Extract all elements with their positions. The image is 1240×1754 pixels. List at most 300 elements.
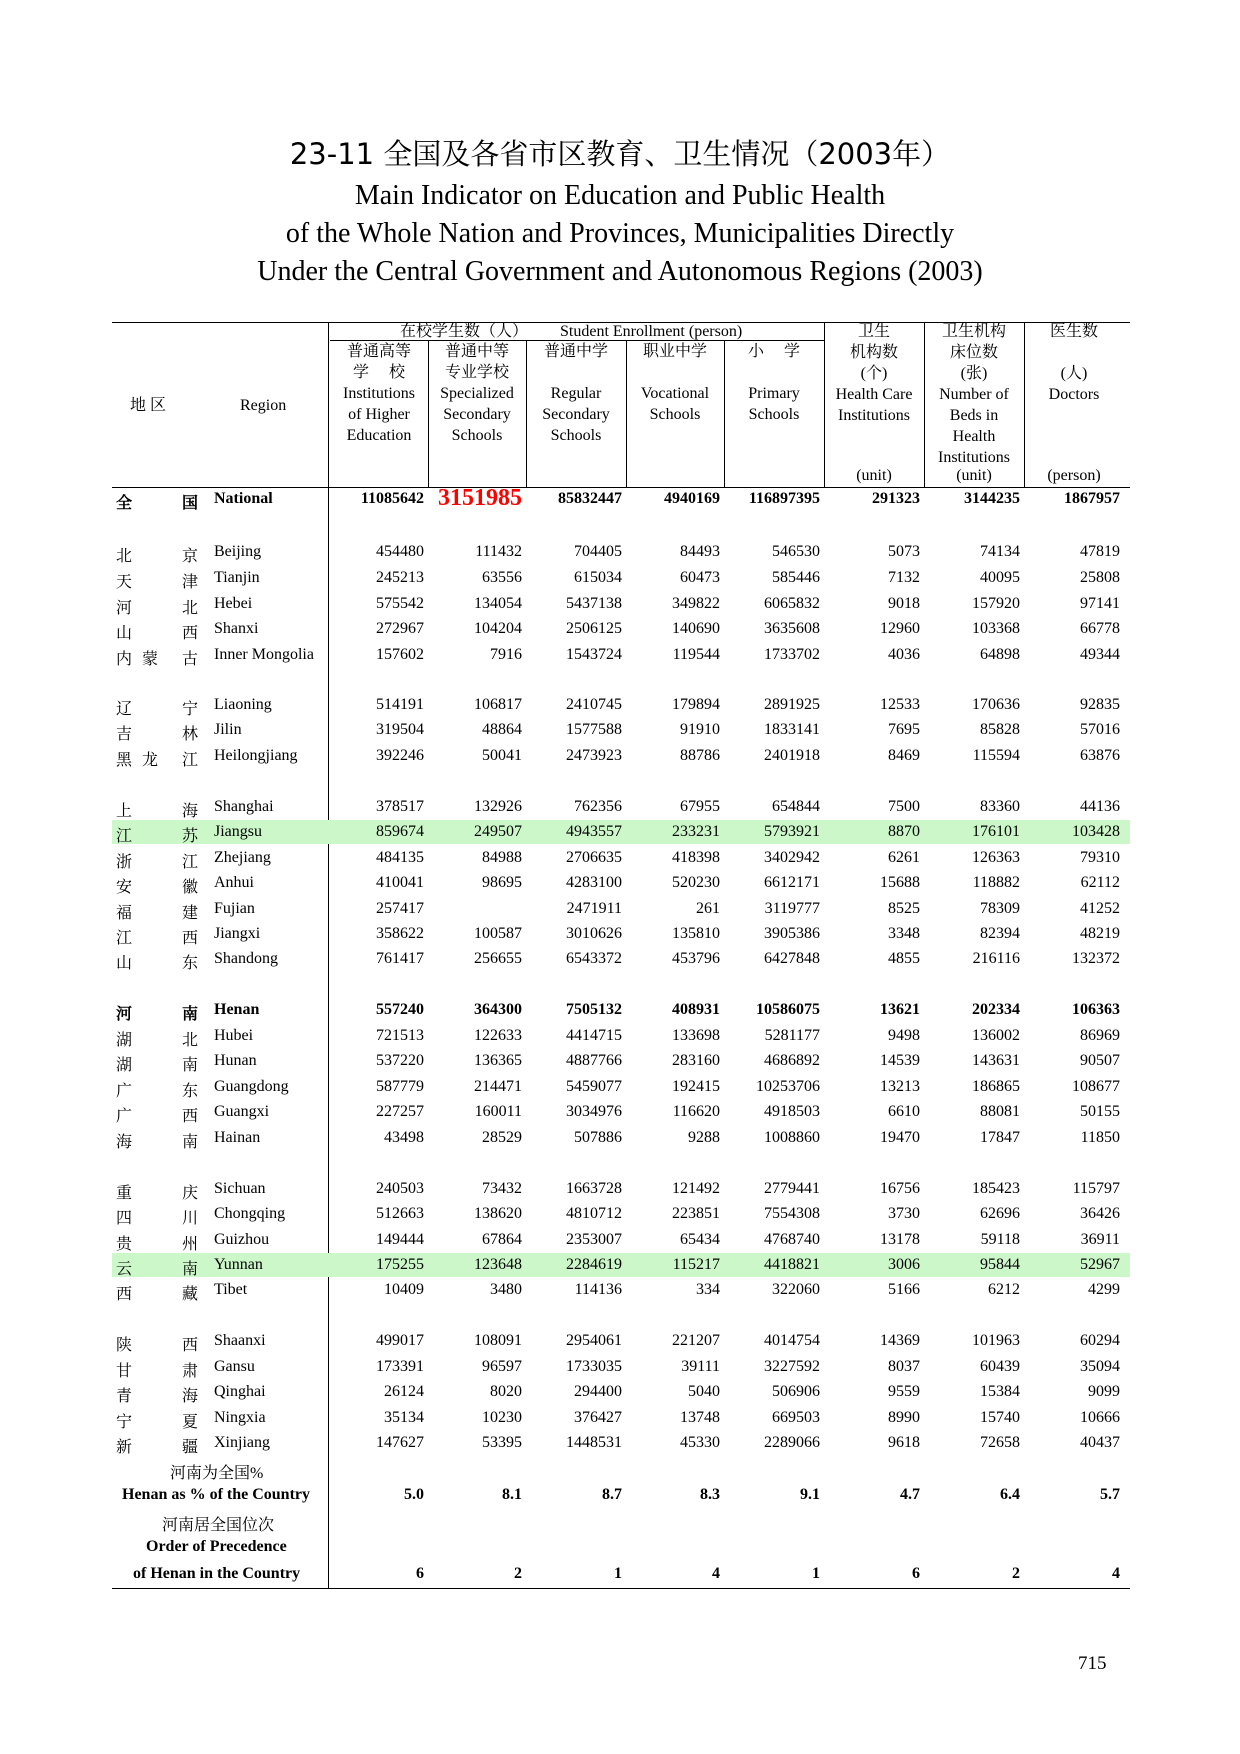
table-cell: 3402942 [764, 849, 820, 866]
region-cn-char: 东 [182, 955, 199, 972]
header-line: 卫生机构 [941, 323, 1006, 340]
table-cell: 10409 [384, 1281, 424, 1298]
table-row [112, 566, 1130, 590]
table-cell: 2410745 [566, 696, 622, 713]
footer-order-en-1: Order of Precedence [146, 1538, 287, 1555]
table-cell: 261 [696, 900, 720, 917]
header-enrollment-cn: 在校学生数（人） [400, 323, 529, 340]
table-cell: 14539 [880, 1052, 920, 1069]
table-cell: 2779441 [764, 1180, 820, 1197]
region-cn-char: 龙 [142, 752, 159, 769]
table-cell: 98695 [482, 874, 522, 891]
region-en-name: Henan [214, 1001, 260, 1018]
table-cell: 67864 [482, 1231, 522, 1248]
table-cell: 15384 [980, 1383, 1020, 1400]
title-english-line-1: Main Indicator on Education and Public Health [354, 180, 886, 211]
region-cn-char: 四 [116, 1210, 133, 1227]
header-line: (个) [860, 365, 888, 382]
table-cell: 11085642 [360, 490, 424, 507]
region-cn-char: 京 [182, 548, 199, 565]
region-cn-char: 甘 [116, 1363, 133, 1380]
table-row [112, 592, 1130, 616]
table-cell: 115594 [972, 747, 1020, 764]
table-cell: 84493 [680, 543, 720, 560]
region-en-name: Qinghai [214, 1383, 266, 1400]
table-cell: 186865 [972, 1078, 1020, 1095]
table-cell: 10586075 [756, 1001, 820, 1018]
table-cell: 408931 [672, 1001, 720, 1018]
table-cell: 10253706 [756, 1078, 820, 1095]
region-en-name: Inner Mongolia [214, 646, 314, 663]
region-cn-char: 津 [182, 574, 199, 591]
header-line: 机构数 [849, 344, 898, 361]
table-cell: 85832447 [558, 490, 622, 507]
table-cell: 3010626 [566, 925, 622, 942]
table-cell: 376427 [574, 1409, 622, 1426]
footer-pct-en: Henan as % of the Country [122, 1486, 311, 1503]
table-cell: 122633 [474, 1027, 522, 1044]
table-row [112, 1075, 1130, 1099]
table-cell: 6065832 [764, 595, 820, 612]
header-column [427, 341, 527, 467]
footer-value: 4 [712, 1565, 720, 1582]
table-cell: 103428 [1072, 823, 1120, 840]
footer-order-cn: 河南居全国位次 [162, 1517, 275, 1534]
table-cell: 537220 [376, 1052, 424, 1069]
table-cell: 13621 [880, 1001, 920, 1018]
region-cn-char: 国 [182, 495, 199, 512]
table-cell: 4283100 [566, 874, 622, 891]
table-cell: 114136 [574, 1281, 622, 1298]
table-cell: 12533 [880, 696, 920, 713]
table-cell: 8037 [888, 1358, 920, 1375]
table-cell: 8525 [888, 900, 920, 917]
table-cell: 48864 [482, 721, 522, 738]
table-cell: 36911 [1080, 1231, 1120, 1248]
region-cn-char: 江 [182, 752, 199, 769]
table-cell: 157602 [376, 646, 424, 663]
table-cell: 108091 [474, 1332, 522, 1349]
region-en-name: Jiangsu [214, 823, 262, 840]
region-cn-char: 北 [116, 548, 133, 565]
table-cell: 7695 [888, 721, 920, 738]
table-cell: 149444 [376, 1231, 424, 1248]
table-cell: 4887766 [566, 1052, 622, 1069]
header-column [924, 321, 1024, 468]
table-cell: 453796 [672, 950, 720, 967]
region-en-name: Liaoning [214, 696, 272, 713]
region-en-name: Shandong [214, 950, 278, 967]
table-cell: 4414715 [566, 1027, 622, 1044]
region-cn-char: 广 [116, 1083, 133, 1100]
header-line [625, 362, 725, 383]
region-cn-char: 古 [182, 651, 199, 668]
header-line: Specialized [440, 385, 514, 402]
table-row [112, 540, 1130, 564]
region-cn-char: 西 [182, 1337, 199, 1354]
header-line: Primary [748, 385, 800, 402]
region-cn-char: 疆 [182, 1439, 199, 1456]
table-row [112, 998, 1130, 1022]
table-cell: 322060 [772, 1281, 820, 1298]
region-cn-char: 福 [116, 905, 133, 922]
table-cell: 17847 [980, 1129, 1020, 1146]
region-en-name: Anhui [214, 874, 254, 891]
table-cell: 48219 [1080, 925, 1120, 942]
table-cell: 52967 [1080, 1256, 1120, 1273]
table-row [112, 643, 1130, 667]
header-line: Number of [939, 386, 1009, 403]
table-cell: 7916 [490, 646, 522, 663]
footer-value: 8.1 [502, 1486, 522, 1503]
table-cell: 520230 [672, 874, 720, 891]
table-cell: 63876 [1080, 747, 1120, 764]
header-line: Doctors [1048, 386, 1100, 403]
table-cell: 9559 [888, 1383, 920, 1400]
table-cell: 13178 [880, 1231, 920, 1248]
table-cell: 6427848 [764, 950, 820, 967]
region-en-name: Beijing [214, 543, 262, 560]
table-cell: 6610 [888, 1103, 920, 1120]
region-cn-char: 夏 [182, 1414, 199, 1431]
table-cell: 1663728 [566, 1180, 622, 1197]
table-cell: 1577588 [566, 721, 622, 738]
table-cell: 82394 [980, 925, 1020, 942]
table-cell: 3006 [888, 1256, 920, 1273]
header-line: (张) [960, 365, 988, 382]
table-cell: 2284619 [566, 1256, 622, 1273]
table-cell: 136365 [474, 1052, 522, 1069]
header-line: Education [346, 427, 412, 444]
title-english-line-2: of the Whole Nation and Provinces, Municipalities Directly [285, 218, 955, 249]
header-line [824, 426, 924, 447]
table-row [112, 1253, 1130, 1277]
table-cell: 10230 [482, 1409, 522, 1426]
table-cell: 2954061 [566, 1332, 622, 1349]
table-cell: 63556 [482, 569, 522, 586]
table-cell: 40095 [980, 569, 1020, 586]
region-cn-char: 青 [116, 1388, 133, 1405]
header-unit: (person) [1047, 467, 1101, 484]
table-row [112, 1431, 1130, 1455]
table-cell: 73432 [482, 1180, 522, 1197]
header-line: Secondary [542, 406, 610, 423]
table-cell: 140690 [672, 620, 720, 637]
region-en-name: Sichuan [214, 1180, 266, 1197]
table-cell: 272967 [376, 620, 424, 637]
table-cell: 654844 [772, 798, 820, 815]
region-en-name: Xinjiang [214, 1434, 270, 1451]
table-cell: 103368 [972, 620, 1020, 637]
header-region-en: Region [240, 397, 287, 414]
header-line [526, 446, 626, 467]
table-cell: 249507 [474, 823, 522, 840]
title-english-line-3: Under the Central Government and Autonomous Regions (2003) [257, 256, 983, 287]
region-cn-char: 蒙 [142, 651, 159, 668]
region-en-name: Shanghai [214, 798, 274, 815]
header-line: Health [952, 428, 996, 445]
footer-value: 1 [812, 1565, 820, 1582]
table-cell: 6212 [988, 1281, 1020, 1298]
header-column [329, 341, 429, 467]
footer-value: 2 [514, 1565, 522, 1582]
table-cell: 78309 [980, 900, 1020, 917]
table-cell: 506906 [772, 1383, 820, 1400]
header-line [625, 446, 725, 467]
header-line: 专业学校 [444, 364, 509, 381]
table-cell: 134054 [474, 595, 522, 612]
table-row [112, 1380, 1130, 1404]
table-cell: 115217 [672, 1256, 720, 1273]
table-cell: 4918503 [764, 1103, 820, 1120]
region-cn-char: 川 [182, 1210, 199, 1227]
table-cell: 12960 [880, 620, 920, 637]
footer-value: 6 [912, 1565, 920, 1582]
table-cell: 88081 [980, 1103, 1020, 1120]
table-cell: 90507 [1080, 1052, 1120, 1069]
table-cell: 454480 [376, 543, 424, 560]
table-cell: 5459077 [566, 1078, 622, 1095]
table-cell: 214471 [474, 1078, 522, 1095]
table-cell: 4855 [888, 950, 920, 967]
table-cell: 2353007 [566, 1231, 622, 1248]
header-line: 小 学 [747, 343, 800, 360]
table-cell: 2289066 [764, 1434, 820, 1451]
region-cn-char: 宁 [182, 701, 199, 718]
header-line [427, 446, 527, 467]
table-cell: 60473 [680, 569, 720, 586]
table-row [112, 1329, 1130, 1353]
table-cell: 859674 [376, 823, 424, 840]
footer-value: 1 [614, 1565, 622, 1582]
table-cell: 192415 [672, 1078, 720, 1095]
table-cell: 5166 [888, 1281, 920, 1298]
table-cell: 223851 [672, 1205, 720, 1222]
table-cell: 202334 [972, 1001, 1020, 1018]
region-en-name: Jilin [214, 721, 242, 738]
header-line: (人) [1060, 365, 1088, 382]
footer-value: 8.7 [602, 1486, 622, 1503]
region-cn-char: 林 [182, 726, 199, 743]
region-cn-char: 海 [182, 1388, 199, 1405]
table-cell: 173391 [376, 1358, 424, 1375]
table-bottom-rule [112, 1588, 1130, 1589]
footer-value: 6 [416, 1565, 424, 1582]
table-cell: 358622 [376, 925, 424, 942]
table-cell: 587779 [376, 1078, 424, 1095]
table-cell: 176101 [972, 823, 1020, 840]
table-cell: 147627 [376, 1434, 424, 1451]
header-line: Institutions [837, 407, 910, 424]
footer-value: 4 [1112, 1565, 1120, 1582]
table-cell: 118882 [972, 874, 1020, 891]
region-en-name: Guangdong [214, 1078, 289, 1095]
table-cell: 240503 [376, 1180, 424, 1197]
header-line: 医生数 [1049, 323, 1098, 340]
table-cell: 8020 [490, 1383, 522, 1400]
table-cell: 84988 [482, 849, 522, 866]
header-line: 普通中学 [543, 343, 608, 360]
header-line [724, 425, 824, 446]
table-row [112, 846, 1130, 870]
table-cell: 53395 [482, 1434, 522, 1451]
header-enrollment-en: Student Enrollment (person) [560, 323, 743, 340]
table-cell: 10666 [1080, 1409, 1120, 1426]
region-cn-char: 重 [116, 1185, 133, 1202]
table-cell: 47819 [1080, 543, 1120, 560]
table-cell: 65434 [680, 1231, 720, 1248]
table-cell: 1833141 [764, 721, 820, 738]
region-cn-char: 山 [116, 955, 133, 972]
table-cell: 15688 [880, 874, 920, 891]
table-row [112, 718, 1130, 742]
table-cell: 721513 [376, 1027, 424, 1044]
table-row [112, 820, 1130, 844]
table-cell: 378517 [376, 798, 424, 815]
table-cell: 4299 [1088, 1281, 1120, 1298]
header-line: 职业中学 [642, 343, 707, 360]
header-line: 普通高等 [346, 343, 411, 360]
table-cell: 97141 [1080, 595, 1120, 612]
table-cell: 43498 [384, 1129, 424, 1146]
header-line: 学 校 [352, 364, 405, 381]
region-en-name: Ningxia [214, 1409, 266, 1426]
table-cell: 546530 [772, 543, 820, 560]
table-cell: 8990 [888, 1409, 920, 1426]
region-en-name: Zhejiang [214, 849, 271, 866]
table-cell: 108677 [1072, 1078, 1120, 1095]
header-column [824, 321, 924, 468]
table-cell: 514191 [376, 696, 424, 713]
region-cn-char: 北 [182, 600, 199, 617]
region-en-name: Jiangxi [214, 925, 261, 942]
table-cell: 115797 [1072, 1180, 1120, 1197]
region-en-name: Tibet [214, 1281, 248, 1298]
header-line: Institutions [937, 449, 1010, 466]
table-cell: 9099 [1088, 1383, 1120, 1400]
table-cell: 160011 [474, 1103, 522, 1120]
table-cell: 7500 [888, 798, 920, 815]
table-cell: 1733035 [566, 1358, 622, 1375]
region-cn-char: 建 [182, 905, 199, 922]
table-cell: 3905386 [764, 925, 820, 942]
table-row [112, 1202, 1130, 1226]
table-cell: 136002 [972, 1027, 1020, 1044]
footer-value: 2 [1012, 1565, 1020, 1582]
table-cell: 50155 [1080, 1103, 1120, 1120]
table-cell: 1543724 [566, 646, 622, 663]
table-cell: 36426 [1080, 1205, 1120, 1222]
table-cell: 221207 [672, 1332, 720, 1349]
table-cell: 3034976 [566, 1103, 622, 1120]
table-cell: 9288 [688, 1129, 720, 1146]
header-line [1024, 405, 1124, 426]
table-row [112, 744, 1130, 768]
table-cell: 3144235 [964, 490, 1020, 507]
region-cn-char: 西 [182, 625, 199, 642]
header-line: Regular [550, 385, 602, 402]
table-cell: 3635608 [764, 620, 820, 637]
header-line [625, 425, 725, 446]
table-cell: 5793921 [764, 823, 820, 840]
region-en-name: Fujian [214, 900, 255, 917]
table-cell: 334 [696, 1281, 720, 1298]
region-cn-char: 河 [116, 600, 133, 617]
table-row [112, 922, 1130, 946]
table-cell: 3119777 [764, 900, 820, 917]
table-row [112, 871, 1130, 895]
region-cn-char: 州 [182, 1236, 199, 1253]
footer-order-en-2: of Henan in the Country [133, 1565, 301, 1582]
table-cell: 138620 [474, 1205, 522, 1222]
header-line: 卫生 [857, 323, 890, 340]
table-cell: 106817 [474, 696, 522, 713]
region-cn-char: 云 [116, 1261, 133, 1278]
table-cell: 79310 [1080, 849, 1120, 866]
table-cell: 1867957 [1064, 490, 1120, 507]
region-en-name: Shanxi [214, 620, 259, 637]
region-cn-char: 广 [116, 1108, 133, 1125]
footer-value: 8.3 [700, 1486, 720, 1503]
header-line: 普通中等 [444, 343, 509, 360]
header-column [625, 341, 725, 467]
table-cell: 761417 [376, 950, 424, 967]
table-cell: 8469 [888, 747, 920, 764]
table-cell: 8870 [888, 823, 920, 840]
table-row [112, 1228, 1130, 1252]
table-cell: 49344 [1080, 646, 1120, 663]
table-cell: 233231 [672, 823, 720, 840]
header-line [1024, 342, 1124, 363]
table-cell: 227257 [376, 1103, 424, 1120]
region-cn-char: 南 [182, 1057, 199, 1074]
table-cell: 256655 [474, 950, 522, 967]
header-unit: (unit) [856, 467, 892, 484]
header-line [329, 446, 429, 467]
footer-pct-cn: 河南为全国% [170, 1465, 264, 1482]
table-cell: 512663 [376, 1205, 424, 1222]
region-en-name: Guangxi [214, 1103, 270, 1120]
table-cell: 5281177 [764, 1027, 820, 1044]
table-cell: 294400 [574, 1383, 622, 1400]
region-cn-char: 西 [182, 930, 199, 947]
region-en-name: Shaanxi [214, 1332, 266, 1349]
region-en-name: Hebei [214, 595, 253, 612]
region-cn-char: 上 [116, 803, 133, 820]
region-en-name: Gansu [214, 1358, 255, 1375]
table-cell: 72658 [980, 1434, 1020, 1451]
table-cell: 39111 [681, 1358, 720, 1375]
region-cn-char: 肃 [182, 1363, 199, 1380]
region-cn-char: 新 [116, 1439, 133, 1456]
table-cell: 6261 [888, 849, 920, 866]
region-cn-char: 河 [116, 1006, 133, 1023]
table-cell: 1448531 [566, 1434, 622, 1451]
table-cell: 3227592 [764, 1358, 820, 1375]
table-cell: 88786 [680, 747, 720, 764]
table-cell: 4418821 [764, 1256, 820, 1273]
region-cn-char: 南 [182, 1006, 199, 1023]
header-line: Schools [550, 427, 602, 444]
table-cell: 9018 [888, 595, 920, 612]
table-row [112, 1049, 1130, 1073]
region-cn-char: 吉 [116, 726, 133, 743]
table-row [112, 487, 1130, 511]
table-cell: 762356 [574, 798, 622, 815]
table-row [112, 617, 1130, 641]
table-cell: 95844 [980, 1256, 1020, 1273]
table-cell: 704405 [574, 543, 622, 560]
